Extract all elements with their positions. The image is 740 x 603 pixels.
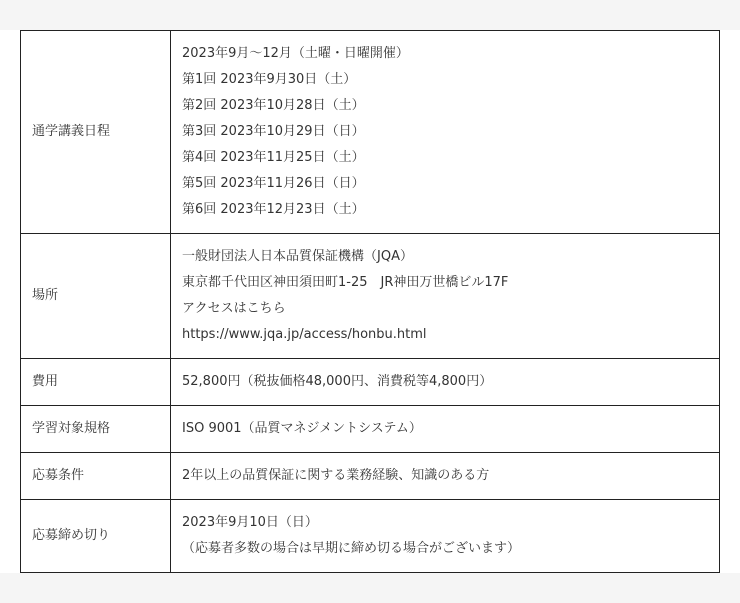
deadline-note: （応募者多数の場合は早期に締め切る場合がございます） [182, 541, 521, 556]
row-value [171, 453, 720, 500]
row-value [171, 234, 720, 359]
table-row-place [21, 234, 720, 359]
venue-address: 東京都千代田区神田須田町1-25 JR神田万世橋ビル17F [182, 275, 509, 290]
fee-amount: 52,800円（税抜価格48,000円、消費税等4,800円） [182, 374, 493, 389]
table-row-deadline [21, 500, 720, 573]
row-label: 応募締め切り [21, 500, 171, 573]
table-row-fee [21, 359, 720, 406]
access-url[interactable]: https://www.jqa.jp/access/honbu.html [182, 327, 427, 342]
venue-name: 一般財団法人日本品質保証機構（JQA） [182, 249, 413, 264]
deadline-date: 2023年9月10日（日） [182, 515, 318, 530]
schedule-session-5: 第5回 2023年11月26日（日） [182, 176, 365, 191]
page-content [0, 30, 740, 573]
row-label: 通学講義日程 [21, 31, 171, 234]
table-row-standard [21, 406, 720, 453]
schedule-session-4: 第4回 2023年11月25日（土） [182, 150, 365, 165]
schedule-session-1: 第1回 2023年9月30日（土） [182, 72, 357, 87]
row-label: 学習対象規格 [21, 406, 171, 453]
table-row-schedule [21, 31, 720, 234]
course-info-table [20, 30, 720, 573]
access-text: アクセスはこちら [182, 301, 286, 316]
schedule-session-2: 第2回 2023年10月28日（土） [182, 98, 365, 113]
row-label: 場所 [21, 234, 171, 359]
schedule-period: 2023年9月〜12月（土曜・日曜開催） [182, 46, 409, 61]
row-label: 費用 [21, 359, 171, 406]
row-value [171, 31, 720, 234]
table-row-conditions [21, 453, 720, 500]
standard-name: ISO 9001（品質マネジメントシステム） [182, 421, 422, 436]
row-value [171, 406, 720, 453]
conditions-text: 2年以上の品質保証に関する業務経験、知識のある方 [182, 468, 490, 483]
row-value [171, 500, 720, 573]
row-label: 応募条件 [21, 453, 171, 500]
schedule-session-6: 第6回 2023年12月23日（土） [182, 202, 365, 217]
schedule-session-3: 第3回 2023年10月29日（日） [182, 124, 365, 139]
row-value [171, 359, 720, 406]
